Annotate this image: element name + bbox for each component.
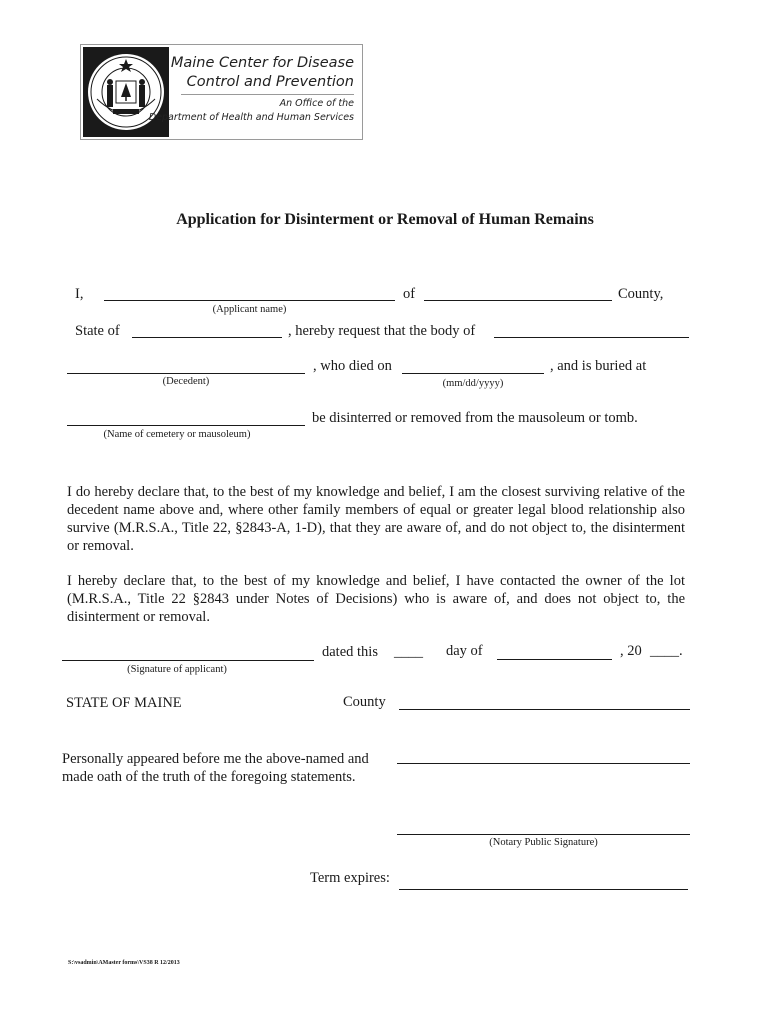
- applicant-county-field[interactable]: [424, 300, 612, 301]
- disinterred-label: be disinterred or removed from the mausoleum or tomb.: [312, 410, 638, 426]
- request-label: , hereby request that the body of: [288, 323, 476, 339]
- decedent-caption: (Decedent): [162, 376, 210, 387]
- office-line1: An Office of the: [279, 98, 354, 109]
- term-expires-field[interactable]: [399, 889, 688, 890]
- of-label: of: [403, 286, 416, 302]
- decedent-field[interactable]: [67, 373, 305, 374]
- oath-line-2: made oath of the truth of the foregoing statements.: [62, 769, 356, 785]
- year-blank[interactable]: ____.: [650, 643, 683, 659]
- letterhead: [80, 44, 363, 140]
- month-field[interactable]: [497, 659, 612, 660]
- applicant-signature-field[interactable]: [62, 660, 314, 661]
- dated-this-label: dated this: [322, 644, 378, 660]
- state-of-maine-label: STATE OF MAINE: [66, 695, 182, 711]
- state-of-label: State of: [75, 323, 120, 339]
- date-caption: (mm/dd/yyyy): [442, 378, 504, 389]
- who-died-label: , who died on: [313, 358, 392, 374]
- cemetery-caption: (Name of cemetery or mausoleum): [103, 429, 251, 440]
- letterhead-divider: [181, 94, 354, 95]
- term-expires-label: Term expires:: [310, 870, 390, 886]
- seal-backdrop: [83, 47, 169, 137]
- date-of-death-field[interactable]: [402, 373, 544, 374]
- org-name-line2: Control and Prevention: [186, 74, 354, 90]
- applicant-name-field[interactable]: [104, 300, 395, 301]
- footer-file-reference: S:\vsadmin\AMaster forms\VS38 R 12/2013: [68, 960, 180, 966]
- notary-county-field[interactable]: [399, 709, 690, 710]
- applicant-name-caption: (Applicant name): [212, 304, 287, 315]
- signature-caption: (Signature of applicant): [127, 664, 227, 675]
- oath-line-1: Personally appeared before me the above-named and: [62, 751, 369, 767]
- i-label: I,: [75, 286, 84, 302]
- buried-label: , and is buried at: [550, 358, 647, 374]
- declaration-paragraph-2: I hereby declare that, to the best of my knowledge and belief, I have contacted the owner of the lot (M.R.S.A., Title 22 §2843 under Notes of Decisions) who is aware of, and does not object to, the disinterment or removal.: [67, 573, 685, 625]
- day-of-label: day of: [446, 643, 483, 659]
- notary-signature-field[interactable]: [397, 834, 690, 835]
- notary-signature-caption: (Notary Public Signature): [489, 837, 598, 848]
- day-blank[interactable]: ____: [394, 644, 423, 660]
- year-prefix: , 20: [620, 643, 642, 659]
- form-title: Application for Disinterment or Removal of Human Remains: [176, 211, 594, 228]
- county-label: County,: [618, 286, 664, 302]
- cemetery-field[interactable]: [67, 425, 305, 426]
- notary-county-label: County: [343, 694, 386, 710]
- state-field[interactable]: [132, 337, 282, 338]
- body-of-field[interactable]: [494, 337, 689, 338]
- office-line2: Department of Health and Human Services: [148, 112, 354, 123]
- org-name-line1: Maine Center for Disease: [170, 55, 354, 71]
- notary-name-field[interactable]: [397, 763, 690, 764]
- declaration-paragraph-1: I do hereby declare that, to the best of my knowledge and belief, I am the closest surviving relative of the decedent name above and, where other family members of equal or greater legal blood relationship also survive (M.R.S.A., Title 22, §2843-A, 1-D), that they are aware of, and do not object to, the disinterment or removal.: [67, 484, 685, 554]
- maine-state-seal-icon: [83, 47, 169, 137]
